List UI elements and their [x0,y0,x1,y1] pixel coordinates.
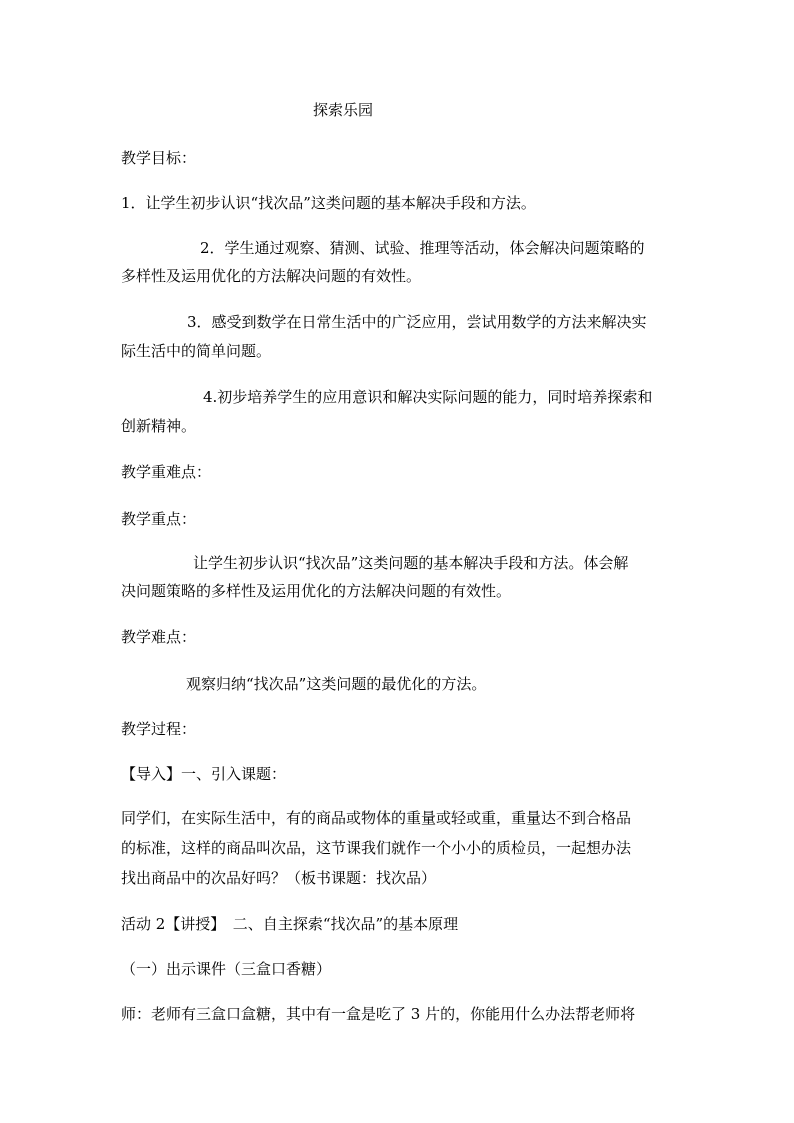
section-heading-key-difficult-points: 教学重难点： [121,463,212,481]
section-heading-intro: 【导入】一、引入课题： [121,765,287,783]
paragraph-line: 4.初步培养学生的应用意识和解决实际问题的能力，同时培养探索和 [203,388,653,406]
paragraph-line: 创新精神。 [121,417,197,435]
paragraph-line: 决问题策略的多样性及运用优化的方法解决问题的有效性。 [121,582,512,600]
document-title: 探索乐园 [313,101,374,119]
section-heading-activity-2: 活动 2【讲授】 二、自主探索“找次品”的基本原理 [121,915,459,933]
section-heading-process: 教学过程： [121,720,197,738]
paragraph-line: 让学生初步认识“找次品”这类问题的基本解决手段和方法。体会解 [193,554,629,572]
section-heading-key-points: 教学重点： [121,510,197,528]
paragraph-line: 的标准，这样的商品叫次品，这节课我们就作一个小小的质检员，一起想办法 [121,839,632,857]
paragraph-line: 观察归纳“找次品”这类问题的最优化的方法。 [186,675,487,693]
paragraph-line: 3．感受到数学在日常生活中的广泛应用，尝试用数学的方法来解决实 [187,313,647,331]
section-heading-objectives: 教学目标： [121,149,197,167]
paragraph-line: 多样性及运用优化的方法解决问题的有效性。 [121,267,422,285]
paragraph-line: 际生活中的简单问题。 [121,342,272,360]
paragraph-line: （一）出示课件（三盒口香糖） [121,960,332,978]
section-heading-difficult-points: 教学难点： [121,628,197,646]
paragraph-line: 2．学生通过观察、猜测、试验、推理等活动，体会解决问题策略的 [200,239,645,257]
paragraph-line: 同学们，在实际生活中，有的商品或物体的重量或轻或重，重量达不到合格品 [121,809,632,827]
paragraph-line: 找出商品中的次品好吗？（板书课题：找次品） [121,869,437,887]
paragraph-line: 1．让学生初步认识“找次品”这类问题的基本解决手段和方法。 [121,194,536,212]
paragraph-line: 师：老师有三盒口盒糖，其中有一盒是吃了 3 片的，你能用什么办法帮老师将 [121,1005,636,1023]
